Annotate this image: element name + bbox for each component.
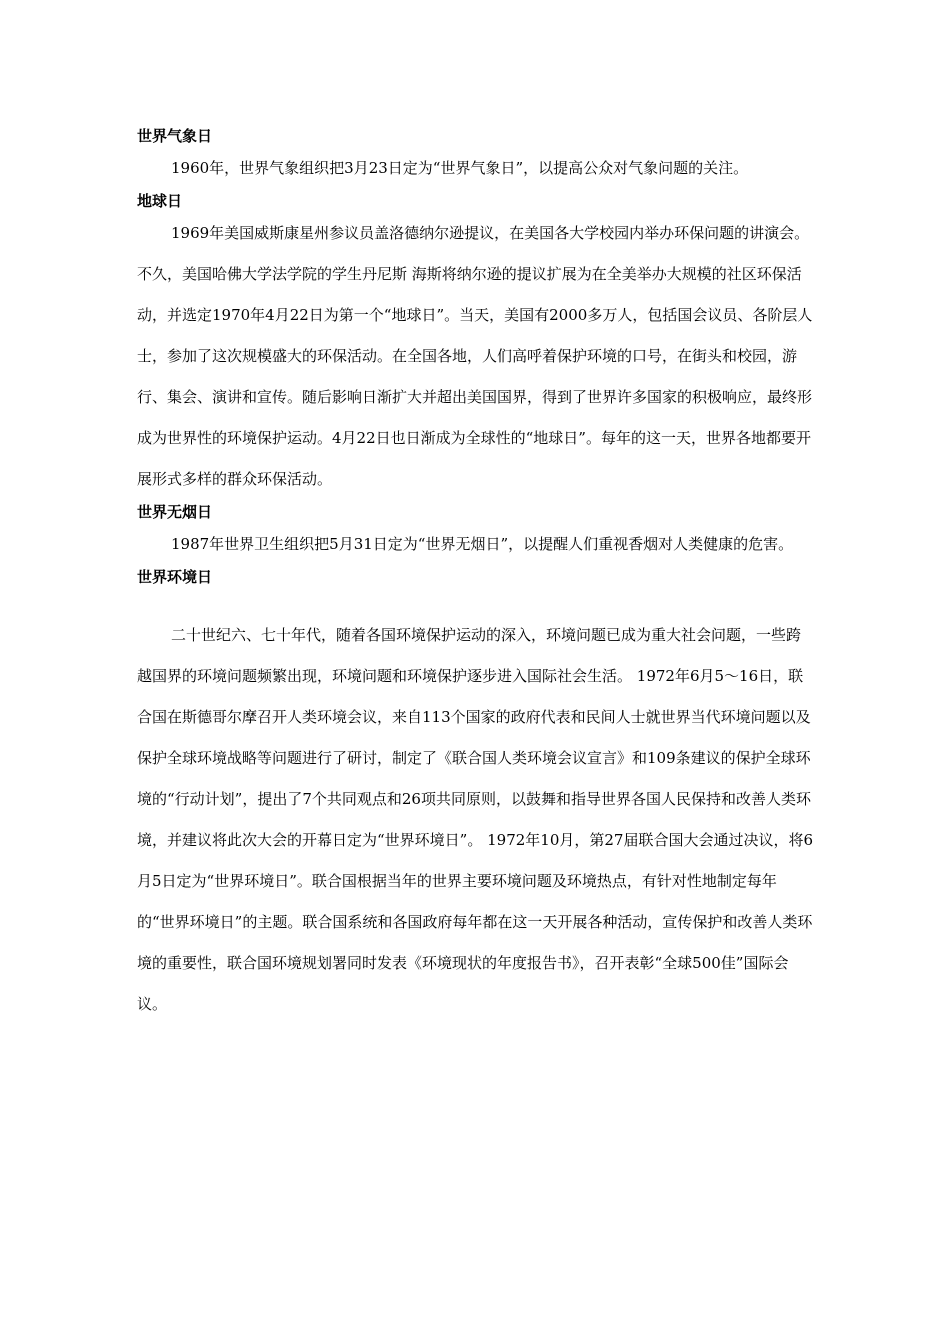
section-paragraph-world-no-tobacco-day: 1987年世界卫生组织把5月31日定为“世界无烟日”，以提醒人们重视香烟对人类健康的危害。	[171, 535, 794, 553]
section-heading-world-meteorological-day: 世界气象日	[137, 127, 213, 145]
section-heading-world-no-tobacco-day: 世界无烟日	[137, 503, 213, 521]
document-page	[137, 124, 813, 1025]
section-paragraph-world-environment-day: 二十世纪六、七十年代，随着各国环境保护运动的深入，环境问题已成为重大社会问题，一些跨越国界的环境问题频繁出现，环境问题和环境保护逐步进入国际社会生活。 1972年6月5～16日，联合国在斯德哥尔摩召开人类环境会议，来自113个国家的政府代表和民间人士就世界当代环境问题以及保护全球环境战略等问题进行了研讨，制定了《联合国人类环境会议宣言》和109条建议的保护全球环境的“行动计划”，提出了7个共同观点和26项共同原则，以鼓舞和指导世界各国人民保持和改善人类环境，并建议将此次大会的开幕日定为“世界环境日”。 1972年10月，第27届联合国大会通过决议，将6月5日定为“世界环境日”。联合国根据当年的世界主要环境问题及环境热点，有针对性地制定每年的“世界环境日”的主题。联合国系统和各国政府每年都在这一天开展各种活动，宣传保护和改善人类环境的重要性，联合国环境规划署同时发表《环境现状的年度报告书》，召开表彰“全球500佳”国际会议。	[137, 626, 814, 1013]
section-spacer	[137, 589, 813, 615]
section-paragraph-earth-day: 1969年美国威斯康星州参议员盖洛德纳尔逊提议，在美国各大学校园内举办环保问题的讲演会。不久，美国哈佛大学法学院的学生丹尼斯 海斯将纳尔逊的提议扩展为在全美举办大规模的社区环保活动，并选定1970年4月22日为第一个“地球日”。当天，美国有2000多万人，包括国会议员、各阶层人士，参加了这次规模盛大的环保活动。在全国各地，人们高呼着保护环境的口号，在街头和校园，游行、集会、演讲和宣传。随后影响日渐扩大并超出美国国界，得到了世界许多国家的积极响应，最终形成为世界性的环境保护运动。4月22日也日渐成为全球性的“地球日”。每年的这一天，世界各地都要开展形式多样的群众环保活动。	[137, 224, 813, 488]
section-heading-earth-day: 地球日	[137, 192, 183, 210]
section-paragraph-world-meteorological-day: 1960年，世界气象组织把3月23日定为“世界气象日”，以提高公众对气象问题的关注。	[171, 159, 749, 177]
section-heading-world-environment-day: 世界环境日	[137, 568, 213, 586]
